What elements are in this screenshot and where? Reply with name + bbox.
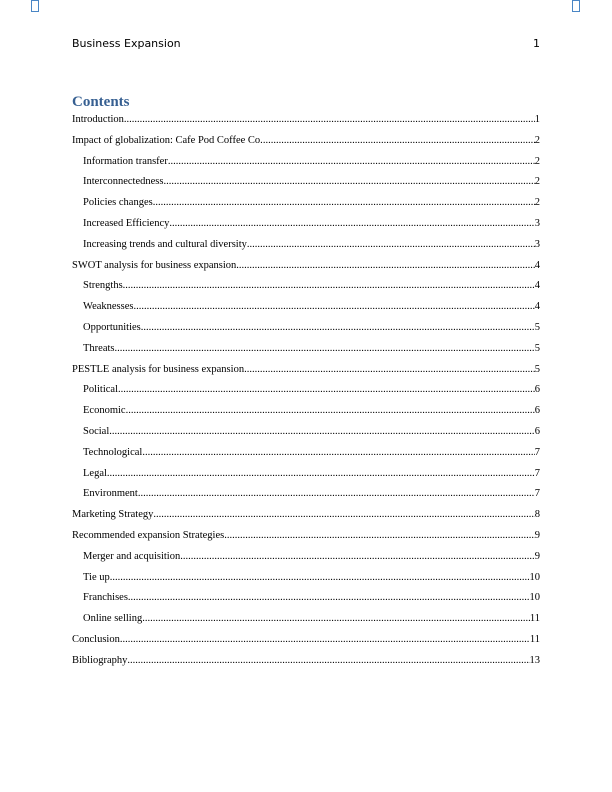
toc-dot-leader [120, 634, 530, 645]
toc-entry-page-number[interactable]: 9 [534, 529, 540, 541]
toc-entry-label[interactable]: Legal [83, 467, 107, 479]
toc-entry-page-number[interactable]: 7 [534, 488, 540, 500]
toc-entry-label[interactable]: Policies changes [83, 197, 153, 209]
toc-entry-label[interactable]: Social [83, 425, 110, 437]
toc-entry[interactable] [72, 572, 540, 593]
toc-entry[interactable] [72, 176, 540, 197]
toc-entry[interactable] [72, 322, 540, 343]
toc-entry-page-number[interactable]: 6 [534, 384, 540, 396]
toc-dot-leader [110, 572, 530, 583]
toc-entry-label[interactable]: Opportunities [83, 321, 141, 333]
toc-dot-leader [142, 447, 534, 458]
toc-entry-label[interactable]: Economic [83, 405, 126, 417]
toc-entry[interactable] [72, 364, 540, 385]
toc-entry[interactable] [72, 405, 540, 426]
toc-entry-page-number[interactable]: 6 [534, 425, 540, 437]
page-header [72, 35, 540, 51]
toc-entry-page-number[interactable]: 5 [534, 342, 540, 354]
contents-heading: Contents [72, 94, 130, 110]
toc-entry-label[interactable]: Strengths [83, 280, 123, 292]
toc-dot-leader [247, 239, 535, 250]
toc-dot-leader [133, 301, 534, 312]
toc-entry-label[interactable]: Recommended expansion Strategies [72, 529, 225, 541]
toc-dot-leader [142, 613, 530, 624]
toc-entry-label[interactable]: Political [83, 384, 118, 396]
toc-dot-leader [224, 530, 535, 541]
toc-dot-leader [115, 343, 535, 354]
toc-entry[interactable] [72, 426, 540, 447]
toc-dot-leader [123, 280, 535, 291]
toc-entry-page-number[interactable]: 2 [534, 134, 540, 146]
toc-entry-label[interactable]: SWOT analysis for business expansion [72, 259, 237, 271]
toc-entry-label[interactable]: Franchises [83, 592, 128, 604]
toc-dot-leader [244, 364, 535, 375]
toc-entry-page-number[interactable]: 2 [534, 176, 540, 188]
toc-entry-label[interactable]: Conclusion [72, 633, 120, 645]
toc-entry-page-number[interactable]: 11 [529, 633, 540, 645]
toc-entry-page-number[interactable]: 11 [529, 613, 540, 625]
toc-entry-label[interactable]: Tie up [83, 571, 110, 583]
text-boundary-mark-right [572, 0, 580, 12]
toc-entry-label[interactable]: Impact of globalization: Cafe Pod Coffee Co. [72, 134, 263, 146]
toc-dot-leader [109, 426, 535, 437]
toc-dot-leader [124, 114, 535, 125]
toc-entry-label[interactable]: Increased Efficiency [83, 217, 170, 229]
toc-entry[interactable] [72, 197, 540, 218]
toc-entry-page-number[interactable]: 9 [534, 550, 540, 562]
toc-entry-label[interactable]: Merger and acquisition [83, 550, 181, 562]
toc-dot-leader [138, 488, 535, 499]
toc-dot-leader [128, 592, 530, 603]
toc-entry-page-number[interactable]: 7 [534, 446, 540, 458]
toc-entry-label[interactable]: PESTLE analysis for business expansion [72, 363, 245, 375]
toc-entry-page-number[interactable]: 7 [534, 467, 540, 479]
toc-entry-page-number[interactable]: 2 [534, 197, 540, 209]
toc-entry[interactable] [72, 114, 540, 135]
toc-entry[interactable] [72, 260, 540, 281]
toc-dot-leader [118, 384, 535, 395]
toc-entry-page-number[interactable]: 10 [529, 592, 540, 604]
toc-entry-label[interactable]: Interconnectedness [83, 176, 164, 188]
toc-entry-page-number[interactable]: 3 [534, 238, 540, 250]
toc-entry[interactable] [72, 135, 540, 156]
toc-entry-page-number[interactable]: 10 [529, 571, 540, 583]
toc-entry-label[interactable]: Bibliography [72, 654, 128, 666]
toc-dot-leader [169, 218, 534, 229]
toc-dot-leader [141, 322, 535, 333]
toc-entry[interactable] [72, 613, 540, 634]
toc-dot-leader [107, 468, 535, 479]
toc-entry[interactable] [72, 343, 540, 364]
toc-entry-label[interactable]: Marketing Strategy [72, 509, 154, 521]
toc-dot-leader [127, 655, 529, 666]
header-title: Business Expansion [72, 36, 181, 50]
toc-entry[interactable] [72, 551, 540, 572]
toc-entry-label[interactable]: Information transfer [83, 155, 168, 167]
toc-entry-page-number[interactable]: 3 [534, 217, 540, 229]
toc-entry[interactable] [72, 280, 540, 301]
toc-dot-leader [126, 405, 535, 416]
toc-entry-label[interactable]: Increasing trends and cultural diversity [83, 238, 247, 250]
toc-entry-label[interactable]: Online selling [83, 613, 143, 625]
toc-entry[interactable] [72, 239, 540, 260]
toc-entry-page-number[interactable]: 4 [534, 259, 540, 271]
toc-entry[interactable] [72, 655, 540, 676]
toc-dot-leader [236, 260, 534, 271]
toc-entry-page-number[interactable]: 8 [534, 509, 540, 521]
toc-entry-label[interactable]: Technological [83, 446, 143, 458]
toc-entry-page-number[interactable]: 1 [534, 114, 540, 125]
toc-entry[interactable] [72, 468, 540, 489]
toc-entry-label[interactable]: Introduction [72, 114, 124, 125]
toc-entry-page-number[interactable]: 6 [534, 405, 540, 417]
toc-dot-leader [153, 197, 535, 208]
toc-entry[interactable] [72, 509, 540, 530]
toc-entry-page-number[interactable]: 4 [534, 280, 540, 292]
toc-entry[interactable] [72, 384, 540, 405]
toc-entry-label[interactable]: Weaknesses [83, 301, 134, 313]
toc-entry[interactable] [72, 592, 540, 613]
toc-dot-leader [153, 509, 534, 520]
toc-entry[interactable] [72, 530, 540, 551]
toc-entry[interactable] [72, 634, 540, 655]
toc-dot-leader [263, 135, 535, 146]
toc-entry-page-number[interactable]: 2 [534, 155, 540, 167]
toc-entry-label[interactable]: Threats [83, 342, 115, 354]
toc-entry[interactable] [72, 156, 540, 177]
toc-entry-page-number[interactable]: 5 [534, 321, 540, 333]
text-boundary-mark-left [31, 0, 39, 12]
toc-entry[interactable] [72, 301, 540, 322]
toc-entry-page-number[interactable]: 4 [534, 301, 540, 313]
toc-entry-page-number[interactable]: 5 [534, 363, 540, 375]
toc-entry-page-number[interactable]: 13 [529, 654, 540, 666]
table-of-contents [72, 114, 540, 676]
toc-dot-leader [168, 156, 535, 167]
header-page-number: 1 [533, 36, 540, 50]
toc-entry[interactable] [72, 447, 540, 468]
toc-dot-leader [163, 176, 534, 187]
toc-dot-leader [180, 551, 535, 562]
toc-entry[interactable] [72, 218, 540, 239]
toc-entry[interactable] [72, 488, 540, 509]
toc-entry-label[interactable]: Environment [83, 488, 138, 500]
